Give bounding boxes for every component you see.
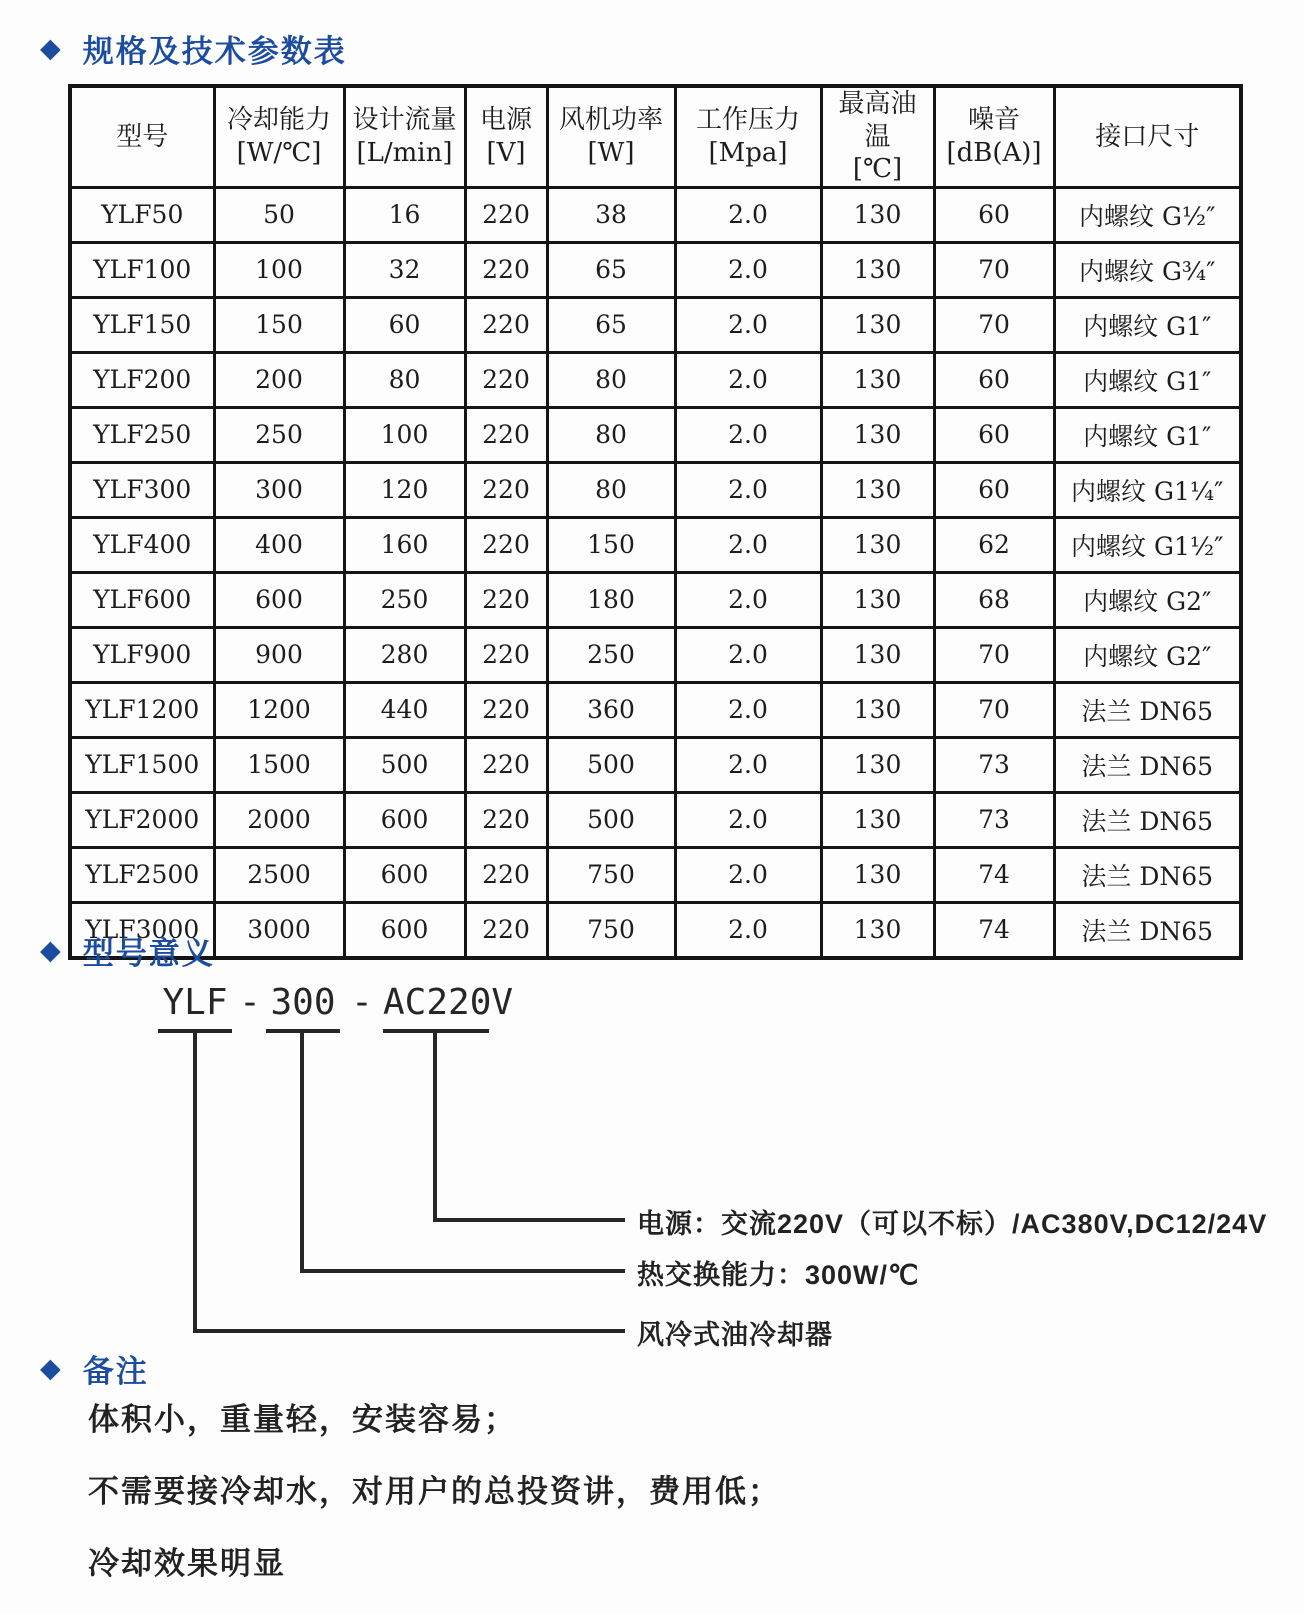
note-line: 不需要接冷却水，对用户的总投资讲，费用低； (88, 1474, 781, 1509)
column-header: 型号 (70, 86, 214, 187)
header-row (70, 86, 1241, 187)
table-cell: 500 (344, 737, 465, 792)
table-cell: 130 (821, 187, 934, 242)
table-cell: 220 (465, 847, 547, 902)
table-cell: 内螺纹 G2″ (1054, 627, 1241, 682)
diamond-icon: ◆ (40, 33, 63, 64)
table-cell: 法兰 DN65 (1054, 902, 1241, 958)
spec-table-body (70, 187, 1241, 958)
callout-line-series-horizontal (193, 1329, 625, 1333)
table-cell: 60 (934, 407, 1054, 462)
table-cell: YLF150 (70, 297, 214, 352)
spec-table-head (70, 86, 1241, 187)
table-cell: 200 (214, 352, 344, 407)
table-cell: 130 (821, 352, 934, 407)
model-meaning-diagram (0, 975, 1304, 1375)
table-cell: 250 (214, 407, 344, 462)
table-cell: 2.0 (675, 352, 821, 407)
table-cell: 内螺纹 G1½″ (1054, 517, 1241, 572)
column-header: 工作压力 [Mpa] (675, 86, 821, 187)
table-cell: 3000 (214, 902, 344, 958)
table-cell: 2.0 (675, 737, 821, 792)
table-cell: 2.0 (675, 462, 821, 517)
table-cell: 220 (465, 297, 547, 352)
table-cell: 750 (547, 847, 675, 902)
table-cell: 法兰 DN65 (1054, 792, 1241, 847)
model-code-capacity: 300 (266, 981, 340, 1033)
table-row (70, 352, 1241, 407)
table-cell: 220 (465, 572, 547, 627)
table-cell: 16 (344, 187, 465, 242)
callout-line-power-vertical (433, 1033, 437, 1222)
table-row (70, 407, 1241, 462)
table-cell: 32 (344, 242, 465, 297)
table-cell: 130 (821, 462, 934, 517)
specs-section-header (40, 26, 347, 71)
table-cell: YLF300 (70, 462, 214, 517)
table-cell: 70 (934, 242, 1054, 297)
table-cell: 65 (547, 297, 675, 352)
table-cell: 60 (934, 187, 1054, 242)
table-cell: 220 (465, 407, 547, 462)
table-cell: 74 (934, 847, 1054, 902)
table-cell: 440 (344, 682, 465, 737)
notes-section-title: 备注 (82, 1354, 149, 1389)
column-header: 接口尺寸 (1054, 86, 1241, 187)
table-cell: 220 (465, 352, 547, 407)
table-row (70, 792, 1241, 847)
table-cell: 2.0 (675, 407, 821, 462)
table-cell: 内螺纹 G1″ (1054, 297, 1241, 352)
table-cell: 400 (214, 517, 344, 572)
callout-line-capacity-horizontal (300, 1269, 625, 1273)
table-cell: 500 (547, 737, 675, 792)
table-cell: 130 (821, 792, 934, 847)
table-cell: 80 (344, 352, 465, 407)
table-cell: 180 (547, 572, 675, 627)
table-cell: YLF2000 (70, 792, 214, 847)
table-cell: 65 (547, 242, 675, 297)
table-cell: 内螺纹 G½″ (1054, 187, 1241, 242)
table-cell: 220 (465, 682, 547, 737)
table-cell: 160 (344, 517, 465, 572)
table-cell: 内螺纹 G1¼″ (1054, 462, 1241, 517)
callout-line-capacity-vertical (300, 1033, 304, 1273)
table-cell: YLF3000 (70, 902, 214, 958)
table-cell: 220 (465, 517, 547, 572)
table-cell: 600 (214, 572, 344, 627)
notes-list (88, 1398, 781, 1614)
table-cell: 2.0 (675, 792, 821, 847)
table-cell: 130 (821, 572, 934, 627)
table-cell: 80 (547, 462, 675, 517)
table-cell: 220 (465, 902, 547, 958)
table-cell: 74 (934, 902, 1054, 958)
table-cell: 130 (821, 902, 934, 958)
table-row (70, 737, 1241, 792)
table-cell: YLF2500 (70, 847, 214, 902)
table-cell: 70 (934, 682, 1054, 737)
model-code-power: AC220V (383, 981, 489, 1033)
table-cell: 100 (214, 242, 344, 297)
table-cell: YLF200 (70, 352, 214, 407)
table-cell: 130 (821, 242, 934, 297)
table-cell: 80 (547, 407, 675, 462)
table-cell: 120 (344, 462, 465, 517)
table-cell: 内螺纹 G2″ (1054, 572, 1241, 627)
table-cell: 150 (547, 517, 675, 572)
diamond-icon: ◆ (40, 935, 63, 966)
table-cell: 2.0 (675, 682, 821, 737)
table-cell: 130 (821, 407, 934, 462)
table-cell: YLF400 (70, 517, 214, 572)
table-cell: 2.0 (675, 847, 821, 902)
table-cell: 70 (934, 297, 1054, 352)
column-header: 噪音 [dB(A)] (934, 86, 1054, 187)
model-section-title: 型号意义 (82, 936, 215, 971)
table-cell: 900 (214, 627, 344, 682)
note-line: 冷却效果明显 (88, 1546, 286, 1581)
table-cell: 50 (214, 187, 344, 242)
column-header: 最高油温 [℃] (821, 86, 934, 187)
table-cell: 2.0 (675, 297, 821, 352)
table-cell: 220 (465, 242, 547, 297)
table-cell: 600 (344, 792, 465, 847)
table-cell: 2.0 (675, 572, 821, 627)
table-cell: 280 (344, 627, 465, 682)
table-row (70, 902, 1241, 958)
table-cell: 130 (821, 682, 934, 737)
note-line: 体积小，重量轻，安装容易； (88, 1402, 517, 1437)
table-cell: YLF1500 (70, 737, 214, 792)
table-row (70, 847, 1241, 902)
table-cell: 2.0 (675, 902, 821, 958)
table-cell: 220 (465, 792, 547, 847)
table-cell: 600 (344, 902, 465, 958)
specs-section-title: 规格及技术参数表 (82, 34, 347, 69)
table-cell: 62 (934, 517, 1054, 572)
table-cell: 38 (547, 187, 675, 242)
table-cell: 73 (934, 792, 1054, 847)
table-cell: 130 (821, 847, 934, 902)
table-cell: 220 (465, 462, 547, 517)
table-row (70, 682, 1241, 737)
callout-power-label: 电源：交流220V（可以不标）/AC380V,DC12/24V (637, 1209, 1268, 1239)
table-cell: 68 (934, 572, 1054, 627)
table-cell: 2.0 (675, 627, 821, 682)
table-cell: 250 (344, 572, 465, 627)
table-row (70, 242, 1241, 297)
table-cell: 220 (465, 627, 547, 682)
table-row (70, 187, 1241, 242)
table-cell: 500 (547, 792, 675, 847)
table-cell: 法兰 DN65 (1054, 847, 1241, 902)
table-cell: 法兰 DN65 (1054, 737, 1241, 792)
table-cell: YLF250 (70, 407, 214, 462)
table-cell: 300 (214, 462, 344, 517)
table-cell: 80 (547, 352, 675, 407)
table-cell: 360 (547, 682, 675, 737)
table-cell: 600 (344, 847, 465, 902)
model-code-dash: - (239, 982, 261, 1023)
notes-section-header (40, 1346, 149, 1391)
table-row (70, 517, 1241, 572)
callout-capacity-label: 热交换能力：300W/℃ (637, 1260, 920, 1290)
table-cell: 2.0 (675, 242, 821, 297)
column-header: 电源 [V] (465, 86, 547, 187)
table-cell: 2000 (214, 792, 344, 847)
table-cell: 内螺纹 G1″ (1054, 407, 1241, 462)
table-cell: 2.0 (675, 517, 821, 572)
table-cell: YLF900 (70, 627, 214, 682)
table-cell: 法兰 DN65 (1054, 682, 1241, 737)
table-row (70, 572, 1241, 627)
table-cell: 130 (821, 297, 934, 352)
table-cell: YLF50 (70, 187, 214, 242)
diamond-icon: ◆ (40, 1353, 63, 1384)
table-cell: YLF600 (70, 572, 214, 627)
column-header: 设计流量 [L/min] (344, 86, 465, 187)
table-cell: 1200 (214, 682, 344, 737)
table-cell: 60 (934, 462, 1054, 517)
table-cell: 220 (465, 187, 547, 242)
table-cell: 130 (821, 627, 934, 682)
table-cell: YLF100 (70, 242, 214, 297)
table-cell: YLF1200 (70, 682, 214, 737)
table-cell: 150 (214, 297, 344, 352)
table-cell: 130 (821, 737, 934, 792)
table-cell: 内螺纹 G1″ (1054, 352, 1241, 407)
table-cell: 70 (934, 627, 1054, 682)
table-cell: 内螺纹 G¾″ (1054, 242, 1241, 297)
callout-line-power-horizontal (433, 1218, 625, 1222)
table-cell: 73 (934, 737, 1054, 792)
callout-line-series-vertical (193, 1033, 197, 1333)
spec-table-container (68, 84, 1243, 960)
table-cell: 2.0 (675, 187, 821, 242)
table-cell: 130 (821, 517, 934, 572)
spec-table (68, 84, 1243, 960)
model-section-header (40, 928, 215, 973)
table-cell: 60 (934, 352, 1054, 407)
table-cell: 60 (344, 297, 465, 352)
table-cell: 2500 (214, 847, 344, 902)
table-cell: 100 (344, 407, 465, 462)
callout-series-label: 风冷式油冷却器 (637, 1320, 833, 1350)
model-code-dash: - (351, 982, 373, 1023)
table-row (70, 462, 1241, 517)
table-row (70, 627, 1241, 682)
model-code-series: YLF (158, 981, 232, 1033)
table-row (70, 297, 1241, 352)
table-cell: 250 (547, 627, 675, 682)
column-header: 冷却能力 [W/℃] (214, 86, 344, 187)
table-cell: 220 (465, 737, 547, 792)
table-cell: 1500 (214, 737, 344, 792)
column-header: 风机功率 [W] (547, 86, 675, 187)
table-cell: 750 (547, 902, 675, 958)
